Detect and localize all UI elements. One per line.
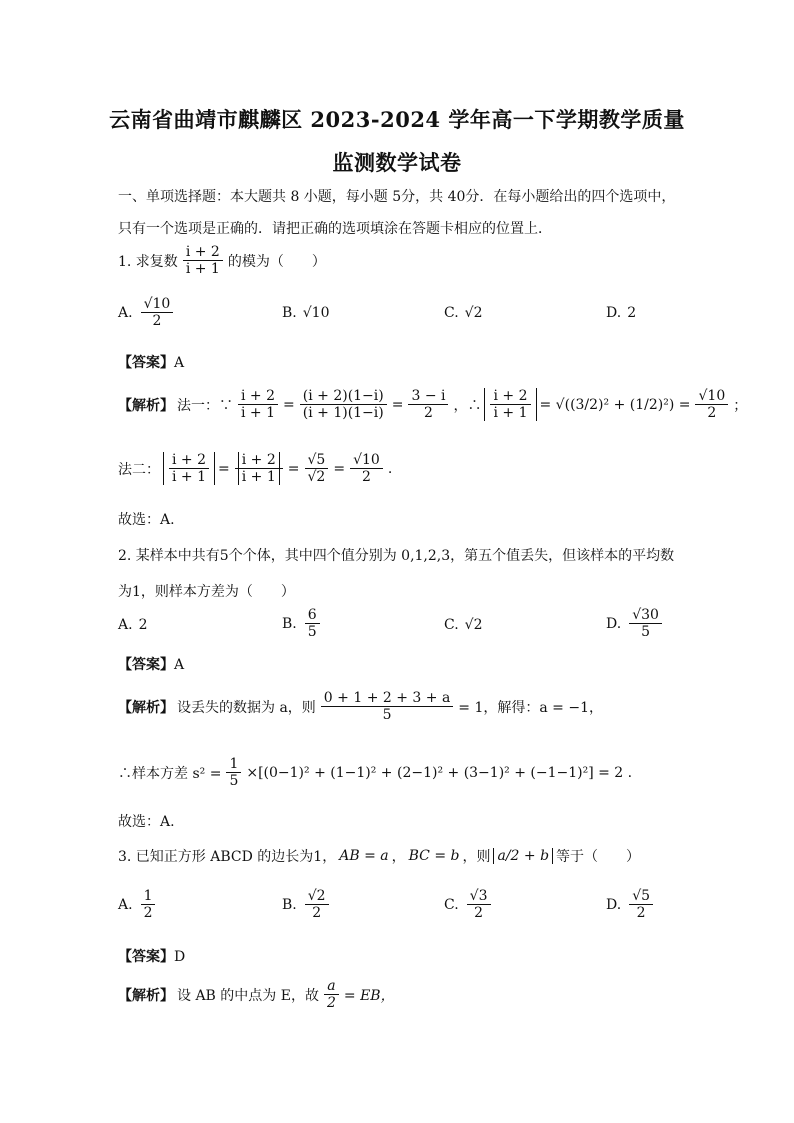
frac-den: √2 — [307, 469, 326, 486]
exp-text: 设丢失的数据为 a，则 — [177, 699, 316, 716]
q1-option-c — [444, 305, 483, 321]
answer-label: 【答案】 — [118, 949, 174, 965]
option-letter: B. — [282, 896, 297, 913]
option-fraction — [141, 296, 174, 329]
half-vector-fraction — [324, 978, 339, 1011]
option-fraction — [467, 888, 491, 921]
section-header-line1: 一、单项选择题：本大题共 8 小题，每小题 5分，共 40分．在每小题给出的四个选项中， — [118, 189, 676, 205]
frac-num: √5 — [305, 452, 329, 469]
modulus-expression: = √((3/2)² + (1/2)²) = — [539, 396, 691, 413]
q3-answer — [118, 946, 185, 966]
option-text: 2 — [138, 617, 148, 633]
frac-den: 5 — [641, 624, 651, 641]
exp-frac-4 — [695, 388, 728, 421]
q3-explanation-line1 — [118, 978, 395, 1011]
variance-expression: ×[(0−1)² + (1−1)² + (2−1)² + (3−1)² + (−1−1)²] = 2 . — [246, 764, 633, 781]
q1-option-a — [118, 296, 175, 329]
comma: ， — [391, 849, 406, 865]
frac-den: 5 — [382, 707, 392, 724]
option-letter: B. — [282, 305, 297, 321]
abs-frac — [169, 452, 209, 485]
equals-sign: = — [391, 396, 404, 413]
method2-prefix: 法二： — [118, 461, 160, 478]
therefore-sign: ，∴ — [453, 397, 482, 414]
abs-value — [484, 388, 536, 421]
q2-option-d — [606, 607, 664, 640]
option-letter: A. — [118, 896, 133, 913]
q3-prefix: 3. 已知正方形 ABCD 的边长为1， — [118, 849, 337, 865]
frac-den: 2 — [707, 405, 717, 422]
equals-sign: = — [283, 396, 295, 413]
q1-conclusion: 故选：A. — [118, 512, 175, 528]
abs-value — [163, 452, 215, 485]
exp-frac-1 — [238, 388, 278, 421]
option-letter: A. — [118, 617, 133, 633]
method1-prefix: 法一：∵ — [177, 397, 233, 414]
frac-num: 1 — [141, 888, 156, 905]
q2-option-b — [282, 607, 322, 640]
option-letter: C. — [444, 305, 459, 321]
frac-num: i + 2 — [490, 388, 530, 405]
q3-option-b — [282, 888, 331, 921]
option-text: √10 — [302, 305, 330, 321]
q1-stem — [118, 244, 326, 277]
option-letter: D. — [606, 305, 622, 321]
option-fraction — [629, 888, 653, 921]
frac-num: (i + 2)(1−i) — [300, 388, 387, 405]
q3-mid: ，则 — [462, 849, 491, 865]
frac-num — [235, 452, 283, 469]
explanation-label: 【解析】 — [118, 987, 174, 1004]
page-title-line1: 云南省曲靖市麒麟区 2023-2024 学年高一下学期教学质量 — [109, 107, 685, 132]
frac-den: 2 — [152, 313, 162, 330]
sqrt-ratio — [305, 452, 329, 485]
mean-fraction — [321, 690, 454, 723]
option-fraction — [629, 607, 662, 640]
explanation-label: 【解析】 — [118, 699, 174, 716]
frac-num: a — [324, 978, 338, 995]
option-letter: D. — [606, 615, 622, 632]
frac-den: i + 1 — [241, 405, 276, 422]
answer-value: D — [174, 949, 186, 965]
variance-fraction — [226, 756, 241, 789]
frac-num: 6 — [305, 607, 320, 624]
frac-num: 0 + 1 + 2 + 3 + a — [321, 690, 454, 707]
period: . — [387, 460, 393, 477]
frac-num: 3 − i — [408, 388, 448, 405]
q1-suffix: 的模为（ ） — [227, 253, 326, 270]
frac-num: √3 — [467, 888, 491, 905]
exp-frac-2 — [300, 388, 387, 421]
q2-explanation-line1 — [118, 690, 603, 723]
frac-num: √5 — [629, 888, 653, 905]
option-letter: A. — [118, 304, 133, 321]
exp-frac-3 — [408, 388, 448, 421]
vector-ab: AB = a — [339, 848, 389, 864]
q1-frac-den: i + 1 — [185, 261, 220, 278]
q2-conclusion: 故选：A. — [118, 814, 175, 830]
q1-option-b — [282, 305, 330, 321]
option-fraction — [141, 888, 156, 921]
frac-den: 2 — [326, 995, 336, 1012]
section-header-line2: 只有一个选项是正确的．请把正确的选项填涂在答题卡相应的位置上． — [118, 221, 552, 237]
q1-explanation-line2 — [118, 452, 392, 485]
q1-frac-num: i + 2 — [183, 244, 223, 261]
frac-den: 2 — [361, 469, 371, 486]
frac-num: 1 — [226, 756, 241, 773]
option-letter: B. — [282, 615, 297, 632]
answer-label: 【答案】 — [118, 355, 174, 371]
option-text: 2 — [627, 305, 637, 321]
frac-num: i + 2 — [238, 388, 278, 405]
option-fraction — [305, 607, 320, 640]
q3-stem — [118, 846, 640, 866]
exp-text: = EB， — [343, 987, 395, 1004]
vector-bc: BC = b — [408, 848, 460, 864]
exp-text: 设 AB 的中点为 E，故 — [177, 987, 319, 1004]
frac-den: 5 — [307, 624, 317, 641]
abs-num: i + 2 — [238, 452, 280, 468]
frac-den: 2 — [636, 905, 646, 922]
q3-option-c — [444, 888, 493, 921]
q1-fraction — [183, 244, 223, 277]
frac-num: √30 — [629, 607, 662, 624]
q3-suffix: 等于（ ） — [556, 849, 641, 865]
q1-prefix: 1. 求复数 — [118, 253, 178, 270]
q2-option-a — [118, 617, 147, 633]
equals-sign: = — [287, 460, 300, 477]
q2-stem-line1: 2. 某样本中共有5个个体，其中四个值分别为 0,1,2,3，第五个值丢失，但该样本的平均数 — [118, 548, 675, 564]
frac-num: √10 — [141, 296, 174, 313]
frac-den: 5 — [229, 773, 239, 790]
option-text: √2 — [464, 617, 483, 633]
answer-label: 【答案】 — [118, 657, 174, 673]
result-frac — [350, 452, 383, 485]
variance-prefix: ∴样本方差 s² = — [118, 765, 222, 782]
frac-num: √10 — [695, 388, 728, 405]
frac-den: i + 1 — [172, 469, 207, 486]
option-letter: D. — [606, 896, 622, 913]
answer-value: A — [174, 657, 185, 673]
frac-num: i + 2 — [169, 452, 209, 469]
answer-value: A — [174, 355, 185, 371]
frac-num: √10 — [350, 452, 383, 469]
semicolon: ； — [733, 397, 748, 414]
q1-option-d — [606, 305, 636, 321]
option-text: √2 — [464, 305, 483, 321]
abs-den: i + 1 — [238, 469, 280, 485]
abs-frac — [490, 388, 530, 421]
option-fraction — [305, 888, 329, 921]
q2-answer — [118, 654, 184, 674]
explanation-label: 【解析】 — [118, 397, 174, 414]
frac-den: 2 — [312, 905, 322, 922]
frac-den: i + 1 — [493, 405, 528, 422]
equals-sign: = — [333, 460, 346, 477]
q3-option-d — [606, 888, 655, 921]
q2-explanation-line2 — [118, 756, 632, 789]
frac-den — [235, 469, 283, 485]
q1-explanation-line1 — [118, 388, 747, 421]
abs-ratio — [235, 452, 283, 485]
q2-stem-line2: 为1，则样本方差为（ ） — [118, 584, 295, 600]
page-title-line2: 监测数学试卷 — [332, 150, 462, 175]
equals-sign: = — [218, 460, 230, 477]
frac-den: 2 — [474, 905, 484, 922]
frac-num: √2 — [305, 888, 329, 905]
frac-den: 2 — [424, 405, 433, 422]
option-letter: C. — [444, 896, 459, 913]
q3-option-a — [118, 888, 157, 921]
option-letter: C. — [444, 617, 459, 633]
frac-den: 2 — [143, 905, 153, 922]
exp-text: = 1，解得：a = −1， — [458, 699, 603, 716]
frac-den: (i + 1)(1−i) — [302, 405, 384, 422]
q2-option-c — [444, 617, 483, 633]
q1-answer — [118, 352, 184, 372]
q3-abs-expression: a/2 + b — [493, 848, 553, 864]
